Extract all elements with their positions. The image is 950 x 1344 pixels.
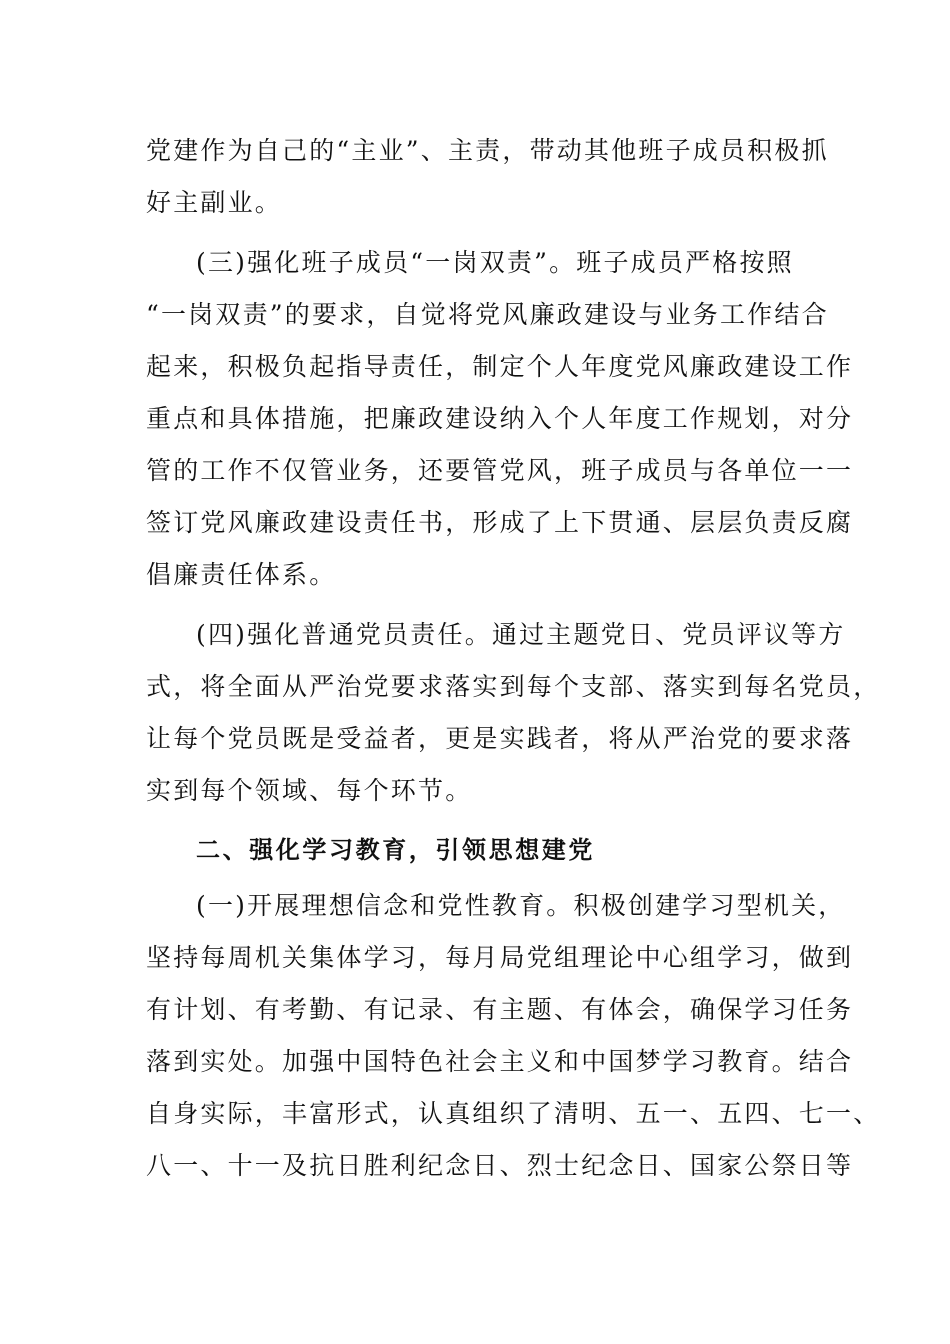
text-line: 坚持每周机关集体学习，每月局党组理论中心组学习，做到 (146, 943, 854, 972)
text-line: 实到每个领域、每个环节。 (146, 776, 473, 805)
text-line: 自身实际，丰富形式，认真组织了清明、五一、五四、七一、 (146, 1099, 881, 1128)
text-line: 好主副业。 (146, 188, 283, 217)
text-line: 起来，积极负起指导责任，制定个人年度党风廉政建设工作 (146, 352, 854, 381)
text-line: 有计划、有考勤、有记录、有主题、有体会，确保学习任务 (146, 995, 854, 1024)
text-line: 式，将全面从严治党要求落实到每个支部、落实到每名党员， (146, 672, 881, 701)
text-line: 管的工作不仅管业务，还要管党风，班子成员与各单位一一 (146, 456, 854, 485)
text-line: “一岗双责”的要求，自觉将党风廉政建设与业务工作结合 (146, 300, 829, 329)
text-line: 让每个党员既是受益者，更是实践者，将从严治党的要求落 (146, 724, 854, 753)
text-line: 落到实处。加强中国特色社会主义和中国梦学习教育。结合 (146, 1047, 854, 1076)
text-line: 重点和具体措施，把廉政建设纳入个人年度工作规划，对分 (146, 404, 854, 433)
paragraph-heading-1: (一)开展理想信念和党性教育。积极创建学习型机关， (196, 891, 846, 920)
text-line: 党建作为自己的“主业”、主责，带动其他班子成员积极抓 (146, 136, 829, 165)
text-line: 签订党风廉政建设责任书，形成了上下贯通、层层负责反腐 (146, 508, 854, 537)
text-line: 倡廉责任体系。 (146, 560, 337, 589)
paragraph-heading-3: (三)强化班子成员“一岗双责”。班子成员严格按照 (196, 248, 794, 277)
text-line: 八一、十一及抗日胜利纪念日、烈士纪念日、国家公祭日等 (146, 1151, 854, 1180)
paragraph-heading-4: (四)强化普通党员责任。通过主题党日、党员评议等方 (196, 620, 846, 649)
section-heading: 二、强化学习教育，引领思想建党 (196, 836, 595, 864)
